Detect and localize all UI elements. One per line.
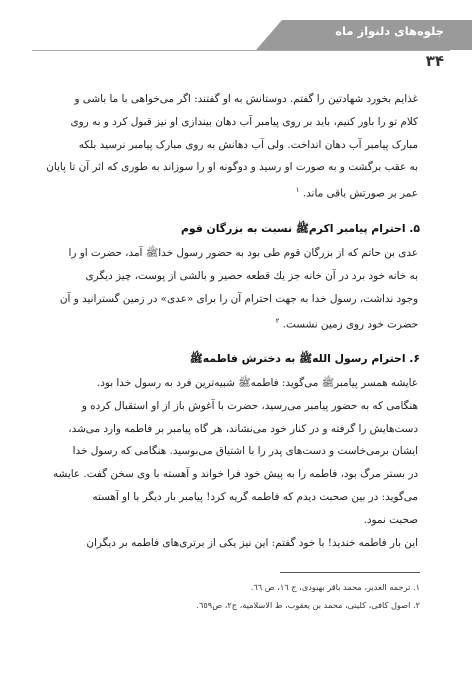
page-header [0,0,472,52]
section-heading-5: ۵. احترام پیامبر اکرمﷺ نسبت به بزرگان قوم [181,222,420,235]
text-span: عمر بر صورتش باقی ماند. [302,187,418,200]
text-line: وجود نداشت، رسول خدا به جهت احترام آن را برای «عدی» در زمین گسترانید و آن [59,292,418,305]
text-line: دست‌هایش را گرفته و در کنار خود می‌نشاند، هر گاه پیامبر بر فاطمه وارد می‌شد، [68,422,418,435]
text-line: کلام تو را باور کنیم، باید بر روی پیامبر آب دهان بیندازی او نیز قبول کرد و به روی [70,115,418,128]
footnote-2: ٢. اصول کافی، کلینی، محمد بن یعقوب، ط الاسلامیة، ج٢، ص٦٥٩. [196,600,420,610]
text-line: مبارک پیامبر آب دهان انداخت. ولی آب دهانش به روی مبارک پیامبر نرسید بلکه [78,138,418,151]
text-line: به عقب برگشت و به صورت او رسید و دوگونه او را سوزاند به طوری که اثر آن تا پایان [46,161,418,174]
paragraph-1 [46,88,418,205]
text-line: صحبت نمود. [363,513,418,526]
paragraph-section-6 [46,372,418,554]
paragraph-section-5 [46,242,418,337]
footnote-ref: ٢ [275,317,280,326]
text-line: عایشه همسر پیامبرﷺ می‌گوید: فاطمهﷺ شبیه‌ترین فرد به رسول خدا بود. [96,377,418,389]
footnote-1: ١. ترجمه الغدیر، محمد باقر بهبودی، ج ١٦، ص ٦٦. [250,582,420,592]
page-number: ٣۴ [425,52,444,70]
header-rule [32,50,450,51]
text-line: هنگامی که به حضور پیامبر می‌رسید، حضرت با آغوش باز از او استقبال کرده و [81,399,418,412]
text-line: غذایم بخورد شهادتین را گفتم. دوستانش به او گفتند: اگر می‌خواهی با ما باشی و [74,93,418,105]
book-title: جلوه‌های دلنواز ماه [335,24,444,38]
footnote-rule [280,572,420,573]
text-span: حضرت خود روی زمین نشست. [282,318,418,331]
footnote-ref: ١ [295,186,300,195]
text-line: به خانه خود برد در آن خانه جز یك قطعه حصیر و بالشی از پوست، چیز دیگری [85,269,418,282]
text-line: عدی بن حاتم که از بزرگان قوم طی بود به حضور رسول خداﷺ آمد، حضرت او را [68,247,418,259]
text-line: ایشان برمی‌خاست و دست‌های پدر را با اشتیاق می‌بوسید. هنگامی که رسول خدا [72,445,418,458]
section-heading-6: ۶. احترام رسول اللهﷺ به دخترش فاطمهﷺ [189,352,420,365]
text-line [46,310,418,336]
text-line [46,179,418,205]
text-line: این بار فاطمه خندید! با خود گفتم: این نیز یکی از برتری‌های فاطمه بر دیگران [86,536,418,549]
text-line: می‌گوید: در بین صحبت دیدم که فاطمه گریه کرد! پیامبر بار دیگر با او آهسته [92,490,418,503]
text-line: در بستر مرگ بود، فاطمه را به پیش خود فرا خواند و آهسته با وی سخن گفت. عایشه [52,468,418,481]
header-tab-corner [256,20,282,50]
